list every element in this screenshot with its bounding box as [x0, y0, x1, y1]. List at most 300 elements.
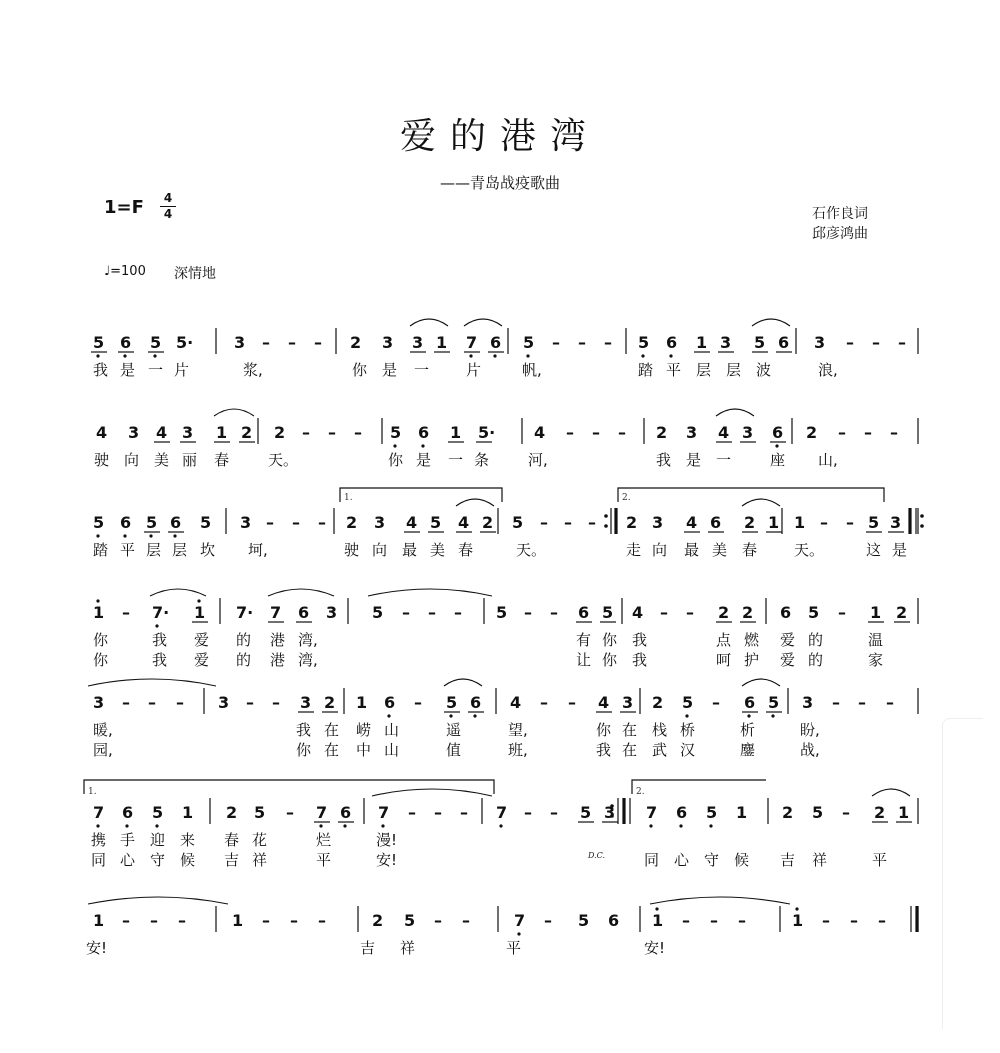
note: 3	[802, 693, 814, 712]
note: 2	[241, 423, 253, 442]
note: 6	[772, 423, 784, 442]
lyric-char: 我	[296, 721, 312, 739]
note: –	[550, 803, 558, 822]
note: 5	[706, 803, 718, 822]
note: –	[434, 911, 442, 930]
note: –	[710, 911, 718, 930]
slur	[650, 897, 790, 904]
note: 2	[874, 803, 886, 822]
note: 1	[898, 803, 910, 822]
volta-bracket	[340, 488, 502, 502]
note: –	[434, 803, 442, 822]
lyric-char-verse2: 鏖	[740, 741, 756, 759]
note: 5	[808, 603, 820, 622]
slur	[742, 679, 780, 686]
lyric-char: 天。	[794, 541, 825, 559]
lyric-char: 层	[146, 541, 162, 559]
note: –	[262, 333, 270, 352]
volta-label-1a: 1.	[344, 493, 353, 503]
note: 3	[182, 423, 194, 442]
note: –	[872, 333, 880, 352]
octave-dot-below	[669, 354, 672, 357]
slur	[752, 319, 790, 326]
lyric-char: 暖,	[93, 721, 113, 739]
note: –	[318, 513, 326, 532]
note: 3	[652, 513, 664, 532]
lyric-char: 爱	[780, 631, 796, 649]
octave-dot-below	[96, 534, 99, 537]
note: 1	[450, 423, 462, 442]
lyric-char-verse2: 呵	[716, 651, 732, 669]
lyrics-layer	[86, 361, 910, 957]
note: 3	[604, 803, 616, 822]
note: –	[846, 333, 854, 352]
volta-label-2b: 2.	[636, 787, 645, 797]
note: 4	[96, 423, 108, 442]
note: 5	[682, 693, 694, 712]
note: –	[262, 911, 270, 930]
note: –	[864, 423, 872, 442]
lyric-char: 层	[172, 541, 188, 559]
note: –	[246, 693, 254, 712]
volta-bracket	[632, 780, 766, 794]
octave-dot-below	[155, 624, 158, 627]
note: 5·	[176, 333, 194, 352]
lyric-char: 向	[372, 541, 388, 559]
slur	[464, 319, 502, 326]
note: 1	[194, 603, 206, 622]
lyric-char: 春	[214, 451, 230, 469]
note: –	[568, 693, 576, 712]
lyric-char: 吉	[360, 939, 376, 957]
note: 5	[150, 333, 162, 352]
note: –	[890, 423, 898, 442]
note: –	[578, 333, 586, 352]
lyric-char-verse2: 守	[150, 851, 166, 869]
note: –	[328, 423, 336, 442]
octave-dot-below	[747, 714, 750, 717]
note: 6	[170, 513, 182, 532]
note: 2	[482, 513, 494, 532]
note: –	[592, 423, 600, 442]
note: 2	[806, 423, 818, 442]
octave-dot-above	[96, 599, 99, 602]
lyric-char: 你	[602, 631, 618, 649]
octave-dot-below	[771, 714, 774, 717]
note: 4	[510, 693, 522, 712]
note: 6	[778, 333, 790, 352]
note: –	[354, 423, 362, 442]
slur	[872, 789, 910, 796]
lyric-char: 山,	[818, 451, 838, 469]
octave-dot-below	[343, 824, 346, 827]
note: –	[272, 693, 280, 712]
octave-dot-below	[641, 354, 644, 357]
note: –	[428, 603, 436, 622]
note: 5	[200, 513, 212, 532]
lyric-char: 条	[474, 451, 490, 469]
note: –	[288, 333, 296, 352]
lyric-char: 坷,	[248, 541, 268, 559]
lyric-char-verse2: 吉	[780, 851, 796, 869]
note: 2	[782, 803, 794, 822]
note: –	[686, 603, 694, 622]
note: –	[712, 693, 720, 712]
note: –	[286, 803, 294, 822]
lyric-char: 燃	[744, 631, 760, 649]
octave-dot-below	[526, 354, 529, 357]
note: 3	[382, 333, 394, 352]
note: –	[850, 911, 858, 930]
lyric-char: 你	[93, 631, 109, 649]
note: 2	[656, 423, 668, 442]
note: 3	[234, 333, 246, 352]
note: –	[292, 513, 300, 532]
lyric-char: 河,	[528, 451, 548, 469]
lyric-char: 层	[696, 361, 712, 379]
note: 1	[93, 603, 105, 622]
note: 4	[156, 423, 168, 442]
slur	[742, 499, 780, 506]
note: 6	[608, 911, 620, 930]
octave-dot-below	[709, 824, 712, 827]
note: –	[604, 333, 612, 352]
lyric-char: 座	[770, 451, 786, 469]
lyric-char: 我	[152, 631, 168, 649]
note: 1	[792, 911, 804, 930]
lyric-char-verse2: 园,	[93, 741, 113, 759]
lyric-char: 美	[430, 541, 446, 559]
note: 2	[718, 603, 730, 622]
octave-dot-below	[449, 714, 452, 717]
lyric-char: 片	[466, 361, 482, 379]
note: –	[408, 803, 416, 822]
slur	[716, 409, 754, 416]
lyric-char: 天。	[268, 451, 299, 469]
note: 4	[718, 423, 730, 442]
lyric-char-verse2: 候	[180, 851, 196, 869]
lyric-char: 爱	[194, 631, 210, 649]
note: 2	[626, 513, 638, 532]
slur	[372, 789, 492, 796]
lyric-char: 在	[324, 721, 340, 739]
note: –	[886, 693, 894, 712]
octave-dot-below	[387, 714, 390, 717]
note: –	[122, 603, 130, 622]
note: 2	[346, 513, 358, 532]
lyric-char: 是	[686, 451, 702, 469]
note: 3	[814, 333, 826, 352]
slur	[368, 589, 492, 596]
note: 1	[232, 911, 244, 930]
note: 6	[710, 513, 722, 532]
lyric-char: 我	[656, 451, 672, 469]
time-signature-top: 4	[163, 191, 173, 205]
repeat-dot	[604, 524, 608, 528]
note: 7	[466, 333, 478, 352]
note: 3	[128, 423, 140, 442]
note: 2	[372, 911, 384, 930]
note: –	[540, 693, 548, 712]
octave-dot-above	[655, 907, 658, 910]
lyric-char: 盼,	[800, 721, 820, 739]
expression-marking: 深情地	[174, 266, 216, 282]
lyric-char: 这	[866, 541, 882, 559]
lyric-char: 你	[388, 451, 404, 469]
lyric-char-verse2: 武	[652, 741, 668, 759]
note: 5	[152, 803, 164, 822]
octave-dot-below	[125, 824, 128, 827]
note: 6	[122, 803, 134, 822]
note: 7	[270, 603, 282, 622]
octave-dot-below	[775, 444, 778, 447]
note: 1	[768, 513, 780, 532]
lyric-char: 驶	[344, 541, 360, 559]
slur	[88, 897, 228, 904]
note: –	[524, 603, 532, 622]
lyric-char: 栈	[652, 721, 668, 739]
lyric-char: 春	[458, 541, 474, 559]
lyric-char-verse2: 我	[632, 651, 648, 669]
note: 6	[120, 513, 132, 532]
song-subtitle: ——青岛战疫歌曲	[439, 174, 560, 192]
note: 7	[316, 803, 328, 822]
lyric-char-verse2: 山	[384, 741, 400, 759]
lyric-char: 湾,	[298, 631, 318, 649]
note: 5	[868, 513, 880, 532]
note: –	[148, 693, 156, 712]
lyric-char: 一	[448, 451, 464, 469]
note: 7	[496, 803, 508, 822]
lyric-char: 港	[270, 631, 286, 649]
lyric-char: 美	[154, 451, 170, 469]
note: –	[858, 693, 866, 712]
lyric-char: 在	[622, 721, 638, 739]
lyric-char-verse2: 湾,	[298, 651, 318, 669]
note: 5	[372, 603, 384, 622]
note: –	[682, 911, 690, 930]
lyric-char: 的	[236, 631, 252, 649]
note: 6	[384, 693, 396, 712]
note: –	[660, 603, 668, 622]
note: 5	[93, 513, 105, 532]
note: 5	[512, 513, 524, 532]
lyric-char: 驶	[94, 451, 110, 469]
note: 4	[534, 423, 546, 442]
lyric-char-verse2: 心	[674, 851, 690, 869]
lyric-char-verse2: 心	[120, 851, 136, 869]
octave-dot-below	[517, 932, 520, 935]
note: 6	[676, 803, 688, 822]
note: 2	[350, 333, 362, 352]
note: –	[552, 333, 560, 352]
note: –	[540, 513, 548, 532]
lyric-char-verse2: 候	[734, 851, 750, 869]
lyric-char: 是	[382, 361, 398, 379]
note: 7	[378, 803, 390, 822]
lyric-char: 美	[712, 541, 728, 559]
repeat-dot	[604, 514, 608, 518]
note: –	[314, 333, 322, 352]
octave-dot-above	[197, 599, 200, 602]
note: –	[564, 513, 572, 532]
octave-dot-below	[319, 824, 322, 827]
note: –	[544, 911, 552, 930]
note: 1	[696, 333, 708, 352]
lyric-char-verse2: 让	[576, 651, 592, 669]
note: 6	[780, 603, 792, 622]
lyric-char: 来	[180, 831, 196, 849]
lyric-char-verse2: 爱	[194, 651, 210, 669]
note: 5	[602, 603, 614, 622]
note: 7	[93, 803, 105, 822]
note: –	[842, 803, 850, 822]
note: 5	[578, 911, 590, 930]
note: –	[460, 803, 468, 822]
lyric-char: 是	[892, 541, 908, 559]
lyric-char: 崂	[356, 721, 372, 739]
volta-bracket	[84, 780, 494, 794]
lyric-char: 携	[91, 831, 107, 849]
lyric-char-verse2: 我	[596, 741, 612, 759]
note: 1	[356, 693, 368, 712]
composer-credit: 邱彦鸿曲	[812, 226, 868, 242]
lyric-char: 一	[148, 361, 164, 379]
note: 6	[418, 423, 430, 442]
note: 7	[646, 803, 658, 822]
note: 5	[390, 423, 402, 442]
note: 2	[652, 693, 664, 712]
note: –	[176, 693, 184, 712]
lyric-char: 波	[756, 361, 772, 379]
octave-dot-below	[123, 534, 126, 537]
note: 4	[598, 693, 610, 712]
note: 3	[218, 693, 230, 712]
note: 3	[93, 693, 105, 712]
tempo-marking: ♩=100	[104, 264, 146, 279]
note: 2	[274, 423, 286, 442]
lyric-char: 我	[93, 361, 109, 379]
lyric-char: 片	[174, 361, 190, 379]
lyric-char: 烂	[316, 831, 332, 849]
note: 6	[666, 333, 678, 352]
lyric-char-verse2: 在	[622, 741, 638, 759]
lyricist-credit: 石作良词	[812, 206, 868, 222]
note: 6	[470, 693, 482, 712]
octave-dot-below	[96, 354, 99, 357]
lyric-char: 漫!	[376, 831, 398, 849]
lyric-char: 平	[506, 939, 522, 957]
lyric-char: 点	[716, 631, 732, 649]
lyric-char-verse2: 在	[324, 741, 340, 759]
lyric-char-verse2: 同	[91, 851, 107, 869]
lyric-char: 丽	[182, 451, 198, 469]
lyric-char: 迎	[150, 831, 166, 849]
lyric-char-verse2: 同	[644, 851, 660, 869]
repeat-dot	[920, 514, 924, 518]
note: 3	[686, 423, 698, 442]
lyric-char: 浪,	[818, 361, 838, 379]
note: 2	[896, 603, 908, 622]
note: 3	[326, 603, 338, 622]
note: –	[588, 513, 596, 532]
note: 3	[720, 333, 732, 352]
lyric-char-verse2: 值	[446, 741, 462, 759]
lyric-char: 望,	[508, 721, 528, 739]
note: –	[150, 911, 158, 930]
note: 1	[93, 911, 105, 930]
lyric-char-verse2: 祥	[252, 851, 268, 869]
lyric-char: 一	[414, 361, 430, 379]
note: –	[898, 333, 906, 352]
slur	[456, 499, 494, 506]
note: 6	[120, 333, 132, 352]
note: 3	[240, 513, 252, 532]
lyric-char-verse2: 港	[270, 651, 286, 669]
lyric-char-verse2: 汉	[680, 741, 696, 759]
lyric-char: 一	[716, 451, 732, 469]
note: –	[550, 603, 558, 622]
note: 1	[182, 803, 194, 822]
note: –	[318, 911, 326, 930]
octave-dot-below	[421, 444, 424, 447]
volta-label-1b: 1.	[88, 787, 97, 797]
lyric-char-verse2: 平	[872, 851, 888, 869]
lyric-char-verse2: 的	[808, 651, 824, 669]
note: 5	[430, 513, 442, 532]
slur	[214, 409, 254, 416]
note: 2	[226, 803, 238, 822]
lyric-char: 的	[808, 631, 824, 649]
note: –	[454, 603, 462, 622]
octave-dot-below	[685, 714, 688, 717]
lyric-char: 向	[124, 451, 140, 469]
octave-dot-below	[96, 824, 99, 827]
lyric-char: 向	[652, 541, 668, 559]
note: –	[738, 911, 746, 930]
lyric-char: 走	[626, 541, 642, 559]
note: –	[524, 803, 532, 822]
note: –	[820, 513, 828, 532]
note: 3	[374, 513, 386, 532]
lyric-char: 析	[740, 721, 756, 739]
note: –	[122, 911, 130, 930]
slur	[88, 679, 216, 686]
lyric-char: 平	[120, 541, 136, 559]
lyric-char-verse2: 我	[152, 651, 168, 669]
note: –	[462, 911, 470, 930]
octave-dot-below	[149, 534, 152, 537]
lyric-char: 踏	[93, 541, 109, 559]
lyric-char: 你	[352, 361, 368, 379]
octave-dot-below	[649, 824, 652, 827]
slur	[150, 589, 206, 596]
note: 6	[298, 603, 310, 622]
note: 2	[742, 603, 754, 622]
note: –	[402, 603, 410, 622]
note: 6	[340, 803, 352, 822]
lyric-char: 温	[868, 631, 884, 649]
note: –	[122, 693, 130, 712]
lyric-char: 遥	[446, 721, 462, 739]
note: 5·	[478, 423, 496, 442]
note: 7·	[236, 603, 254, 622]
note: 1	[436, 333, 448, 352]
lyric-char: 坎	[200, 541, 216, 559]
slur	[268, 589, 334, 596]
note: –	[290, 911, 298, 930]
lyric-char: 层	[726, 361, 742, 379]
